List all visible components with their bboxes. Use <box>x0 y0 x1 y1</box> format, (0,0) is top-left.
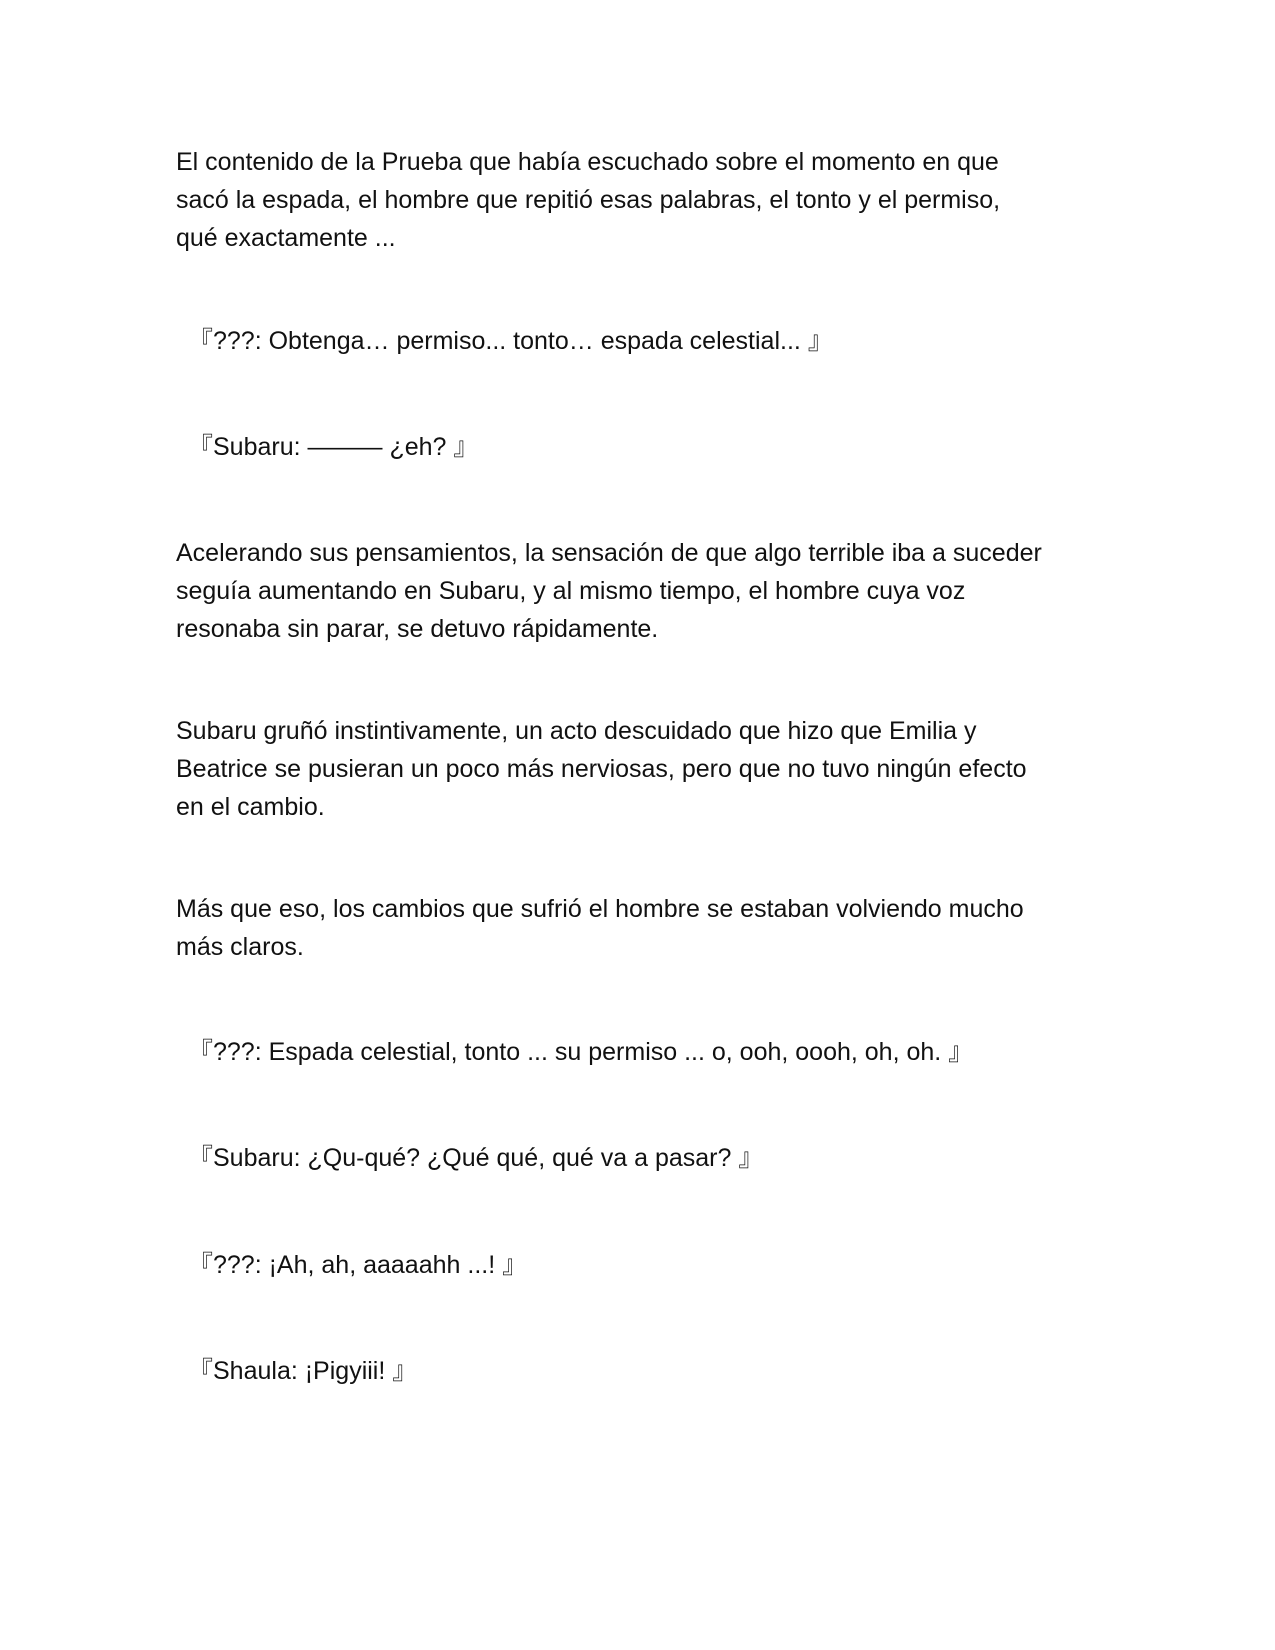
narration-paragraph <box>176 143 1096 257</box>
text-line: sacó la espada, el hombre que repitió esas palabras, el tonto y el permiso, <box>176 186 1001 214</box>
dialogue-line: 『???: Espada celestial, tonto ... su permiso ... o, ooh, oooh, oh, oh. 』 <box>188 1038 974 1066</box>
text-line: Más que eso, los cambios que sufrió el hombre se estaban volviendo mucho <box>176 895 1024 923</box>
text-line: Beatrice se pusieran un poco más nerviosas, pero que no tuvo ningún efecto <box>176 755 1027 783</box>
narration-paragraph <box>176 890 1096 966</box>
dialogue-line: 『Subaru: ¿Qu-qué? ¿Qué qué, qué va a pasar? 』 <box>188 1144 764 1172</box>
dialogue-line: 『???: Obtenga… permiso... tonto… espada celestial... 』 <box>188 327 833 355</box>
text-line: Subaru gruñó instintivamente, un acto descuidado que hizo que Emilia y <box>176 717 977 745</box>
dialogue-line: 『Subaru: ——— ¿eh? 』 <box>188 433 479 461</box>
narration-paragraph <box>176 712 1096 826</box>
text-line: qué exactamente ... <box>176 224 396 252</box>
text-line: más claros. <box>176 933 304 961</box>
text-line: Acelerando sus pensamientos, la sensación de que algo terrible iba a suceder <box>176 539 1042 567</box>
text-line: El contenido de la Prueba que había escuchado sobre el momento en que <box>176 148 999 176</box>
text-line: en el cambio. <box>176 793 325 821</box>
text-line: resonaba sin parar, se detuvo rápidamente. <box>176 615 659 643</box>
dialogue-line: 『???: ¡Ah, ah, aaaaahh ...! 』 <box>188 1251 528 1279</box>
text-line: seguía aumentando en Subaru, y al mismo tiempo, el hombre cuya voz <box>176 577 966 605</box>
narration-paragraph <box>176 534 1096 648</box>
dialogue-line: 『Shaula: ¡Pigyiii! 』 <box>188 1357 418 1385</box>
